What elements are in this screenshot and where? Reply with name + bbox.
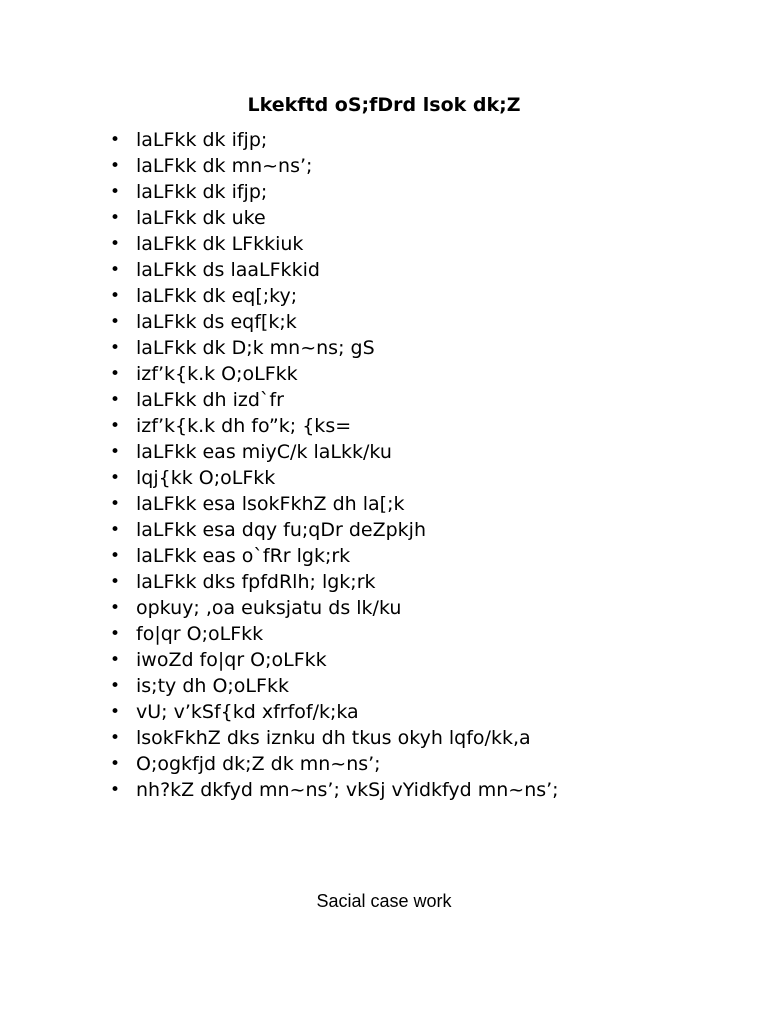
list-item-text: laLFkk dk ifjp; [136,129,268,151]
list-item-text: izf’k{k.k O;oLFkk [136,363,298,385]
bullet-icon: • [110,780,121,800]
bullet-icon: • [110,754,121,774]
bullet-icon: • [110,442,121,462]
bullet-icon: • [110,286,121,306]
list-item [110,127,559,153]
bullet-icon: • [110,156,121,176]
bullet-icon: • [110,702,121,722]
list-item-text: laLFkk dks fpfdRlh; lgk;rk [136,571,376,593]
list-item-text: nh?kZ dkfyd mn~ns’; vkSj vYidkfyd mn~ns’; [136,779,559,801]
bullet-icon: • [110,494,121,514]
list-item-text: laLFkk eas miyC/k laLkk/ku [136,441,392,463]
bullet-icon: • [110,650,121,670]
bullet-icon: • [110,234,121,254]
footer-text: Sacial case work [316,891,452,911]
document-title: Lkekftd oS;fDrd lsok dk;Z [247,94,521,116]
bullet-icon: • [110,390,121,410]
list-item [110,751,559,777]
list-item [110,179,559,205]
bullet-icon: • [110,546,121,566]
list-item [110,569,559,595]
list-item-text: laLFkk dk ifjp; [136,181,268,203]
list-item [110,413,559,439]
list-item-text: izf’k{k.k dh fo”k; {ks= [136,415,352,437]
list-item-text: iwoZd fo|qr O;oLFkk [136,649,327,671]
bullet-icon: • [110,208,121,228]
list-item [110,387,559,413]
list-item [110,777,559,803]
list-item-text: laLFkk dk mn~ns’; [136,155,313,177]
list-item-text: laLFkk ds eqf[k;k [136,311,297,333]
list-item [110,491,559,517]
list-item [110,595,559,621]
list-item [110,699,559,725]
list-item [110,439,559,465]
list-item [110,335,559,361]
list-item-text: laLFkk dk uke [136,207,266,229]
list-item-text: laLFkk eas o`fRr lgk;rk [136,545,351,567]
list-item-text: fo|qr O;oLFkk [136,623,264,645]
list-item-text: laLFkk dk D;k mn~ns; gS [136,337,375,359]
bullet-list [110,127,559,803]
list-item [110,517,559,543]
list-item-text: laLFkk dh izd`fr [136,389,284,411]
list-item-text: vU; v’kSf{kd xfrfof/k;ka [136,701,359,723]
list-item [110,205,559,231]
bullet-icon: • [110,338,121,358]
list-item [110,725,559,751]
bullet-icon: • [110,676,121,696]
list-item [110,543,559,569]
bullet-icon: • [110,468,121,488]
list-item-text: lqj{kk O;oLFkk [136,467,276,489]
list-item-text: laLFkk dk eq[;ky; [136,285,298,307]
list-item-text: lsokFkhZ dks iznku dh tkus okyh lqfo/kk,a [136,727,531,749]
list-item-text: opkuy; ,oa euksjatu ds lk/ku [136,597,402,619]
bullet-icon: • [110,520,121,540]
list-item [110,465,559,491]
bullet-icon: • [110,364,121,384]
list-item [110,621,559,647]
list-item [110,309,559,335]
list-item-text: is;ty dh O;oLFkk [136,675,289,697]
bullet-icon: • [110,130,121,150]
bullet-icon: • [110,572,121,592]
bullet-icon: • [110,312,121,332]
list-item [110,257,559,283]
list-item-text: laLFkk dk LFkkiuk [136,233,304,255]
list-item [110,647,559,673]
bullet-icon: • [110,624,121,644]
bullet-icon: • [110,182,121,202]
list-item [110,153,559,179]
list-item [110,231,559,257]
bullet-icon: • [110,598,121,618]
list-item [110,283,559,309]
list-item-text: laLFkk ds laaLFkkid [136,259,320,281]
bullet-icon: • [110,416,121,436]
bullet-icon: • [110,728,121,748]
list-item-text: O;ogkfjd dk;Z dk mn~ns’; [136,753,381,775]
bullet-icon: • [110,260,121,280]
list-item [110,673,559,699]
list-item-text: laLFkk esa dqy fu;qDr deZpkjh [136,519,426,541]
list-item-text: laLFkk esa lsokFkhZ dh la[;k [136,493,405,515]
list-item [110,361,559,387]
